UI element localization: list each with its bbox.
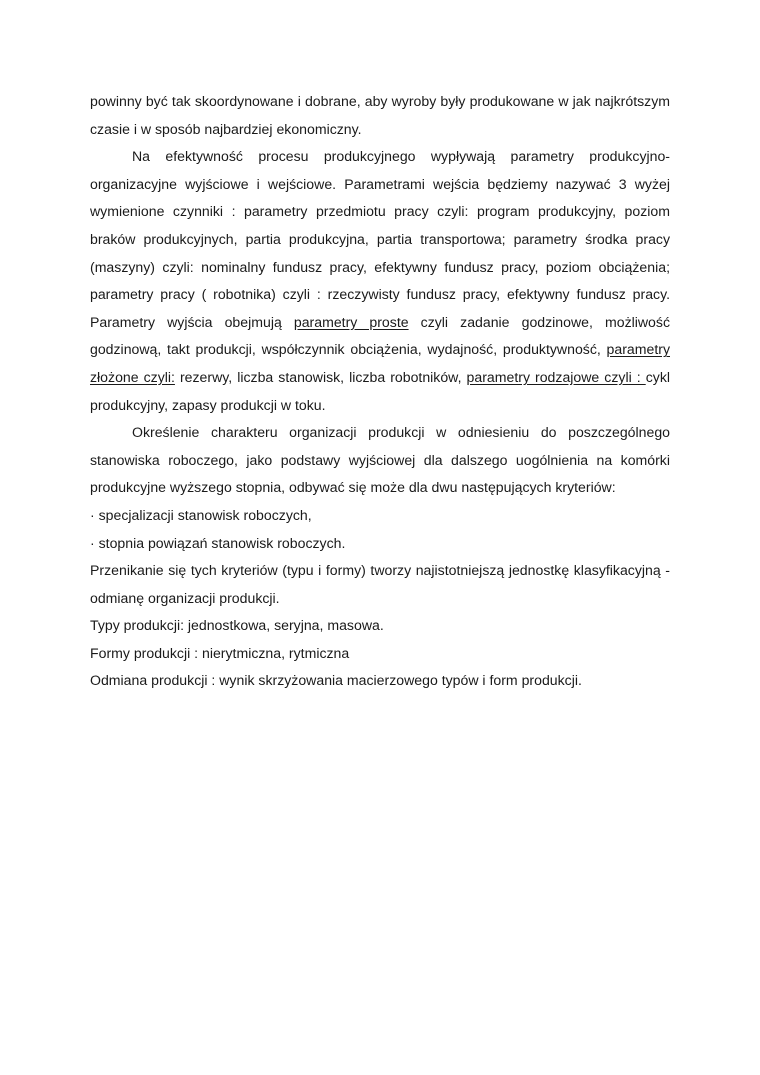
paragraph-parameters-text-4: cykl produkcyjny, zapasy produkcji w toku. bbox=[90, 368, 670, 413]
line-production-forms: Formy produkcji : nierytmiczna, rytmiczna bbox=[90, 644, 350, 661]
bullet-connections: · stopnia powiązań stanowisk roboczych. bbox=[90, 534, 346, 551]
bullet-specialization: · specjalizacji stanowisk roboczych, bbox=[90, 506, 312, 523]
text-body bbox=[90, 88, 670, 695]
line-production-variant: Odmiana produkcji : wynik skrzyżowania macierzowego typów i form produkcji. bbox=[90, 672, 582, 689]
paragraph-parameters-text-3: rezerwy, liczba stanowisk, liczba robotników, bbox=[174, 368, 467, 385]
paragraph-continuation: powinny być tak skoordynowane i dobrane, aby wyroby były produkowane w jak najkrótszym czasie i w sposób najbardziej ekonomiczny. bbox=[90, 93, 670, 137]
paragraph-criteria: Przenikanie się tych kryteriów (typu i formy) tworzy najistotniejszą jednostkę klasyfikacyjną -odmianę organizacji produkcji. bbox=[90, 562, 670, 606]
underlined-term-generic-parameters: parametry rodzajowe czyli : bbox=[466, 368, 646, 385]
line-production-types: Typy produkcji: jednostkowa, seryjna, masowa. bbox=[90, 617, 384, 634]
paragraph-parameters bbox=[90, 143, 670, 419]
underlined-term-simple-parameters: parametry proste bbox=[293, 313, 409, 330]
paragraph-organization-character: Określenie charakteru organizacji produkcji w odniesieniu do poszczególnego stanowiska roboczego, jako podstawy wyjściowej dla dalszego uogólnienia na komórki produkcyjne wyższego stopnia, odbywać się może dla dwu następujących kryteriów: bbox=[90, 424, 670, 496]
underlined-term-complex-parameters: parametry złożone czyli: bbox=[90, 341, 670, 385]
paragraph-parameters-text-1: Na efektywność procesu produkcyjnego wypływają parametry produkcyjno-organizacyjne wyjściowe i wejściowe. Parametrami wejścia będziemy nazywać 3 wyżej wymienione czynniki : parametry przedmiotu pracy czyli: program produkcyjny, poziom braków produkcyjnych, partia produkcyjna, partia transportowa; parametry środka pracy (maszyny) czyli: nominalny fundusz pracy, efektywny fundusz pracy, poziom obciążenia; parametry pracy ( robotnika) czyli : rzeczywisty fundusz pracy, efektywny fundusz pracy. Parametry wyjścia obejmują bbox=[90, 148, 670, 330]
paragraph-parameters-text-2: czyli zadanie godzinowe, możliwość godzinową, takt produkcji, współczynnik obciążenia, wydajność, produktywność, bbox=[90, 313, 670, 358]
